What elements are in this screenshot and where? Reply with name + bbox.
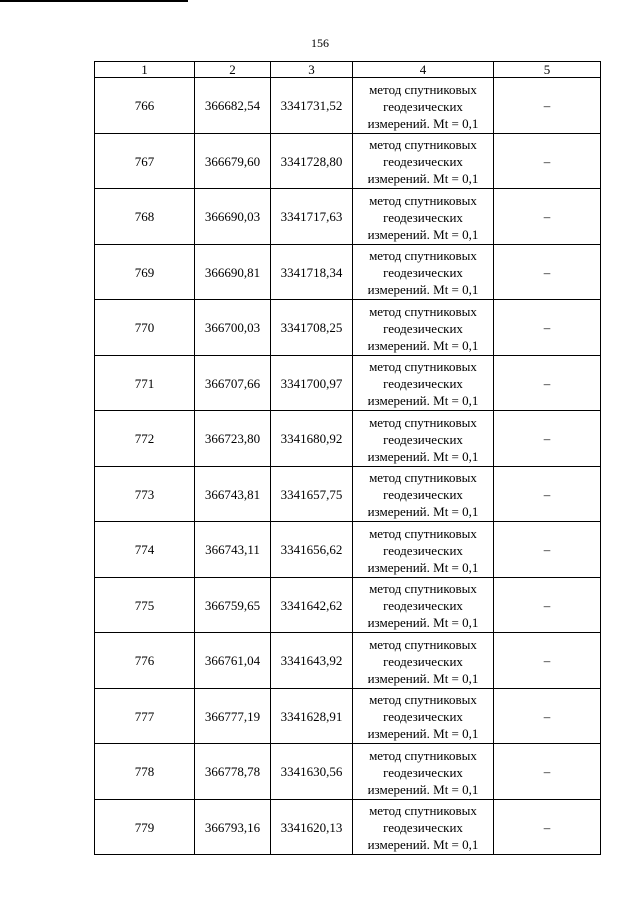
table-row xyxy=(95,189,601,245)
method-cell: метод спутниковых геодезических измерений. Mt = 0,1 xyxy=(353,411,494,467)
x-coordinate-cell: 366777,19 xyxy=(195,688,271,744)
method-cell: метод спутниковых геодезических измерений. Mt = 0,1 xyxy=(353,577,494,633)
y-coordinate-cell: 3341643,92 xyxy=(271,633,353,689)
y-coordinate-cell: 3341628,91 xyxy=(271,688,353,744)
method-cell: метод спутниковых геодезических измерений. Mt = 0,1 xyxy=(353,189,494,245)
y-coordinate-cell: 3341731,52 xyxy=(271,78,353,134)
point-number-cell: 775 xyxy=(95,577,195,633)
y-coordinate-cell: 3341708,25 xyxy=(271,300,353,356)
point-number-cell: 774 xyxy=(95,522,195,578)
y-coordinate-cell: 3341642,62 xyxy=(271,577,353,633)
method-cell: метод спутниковых геодезических измерений. Mt = 0,1 xyxy=(353,300,494,356)
table-row xyxy=(95,133,601,189)
column-header-3: 3 xyxy=(271,62,353,78)
point-number-cell: 772 xyxy=(95,411,195,467)
x-coordinate-cell: 366682,54 xyxy=(195,78,271,134)
x-coordinate-cell: 366759,65 xyxy=(195,577,271,633)
method-cell: метод спутниковых геодезических измерений. Mt = 0,1 xyxy=(353,633,494,689)
y-coordinate-cell: 3341700,97 xyxy=(271,355,353,411)
column5-cell: – xyxy=(494,577,601,633)
method-cell: метод спутниковых геодезических измерений. Mt = 0,1 xyxy=(353,799,494,855)
column5-cell: – xyxy=(494,633,601,689)
table-row xyxy=(95,466,601,522)
table-row xyxy=(95,688,601,744)
point-number-cell: 773 xyxy=(95,466,195,522)
point-number-cell: 767 xyxy=(95,133,195,189)
point-number-cell: 769 xyxy=(95,244,195,300)
point-number-cell: 768 xyxy=(95,189,195,245)
column5-cell: – xyxy=(494,744,601,800)
y-coordinate-cell: 3341718,34 xyxy=(271,244,353,300)
y-coordinate-cell: 3341680,92 xyxy=(271,411,353,467)
table-row xyxy=(95,244,601,300)
x-coordinate-cell: 366743,81 xyxy=(195,466,271,522)
table-row xyxy=(95,799,601,855)
table-row xyxy=(95,522,601,578)
x-coordinate-cell: 366690,03 xyxy=(195,189,271,245)
y-coordinate-cell: 3341656,62 xyxy=(271,522,353,578)
column5-cell: – xyxy=(494,411,601,467)
point-number-cell: 766 xyxy=(95,78,195,134)
method-cell: метод спутниковых геодезических измерений. Mt = 0,1 xyxy=(353,522,494,578)
x-coordinate-cell: 366761,04 xyxy=(195,633,271,689)
y-coordinate-cell: 3341630,56 xyxy=(271,744,353,800)
x-coordinate-cell: 366793,16 xyxy=(195,799,271,855)
point-number-cell: 778 xyxy=(95,744,195,800)
x-coordinate-cell: 366723,80 xyxy=(195,411,271,467)
point-number-cell: 771 xyxy=(95,355,195,411)
column5-cell: – xyxy=(494,466,601,522)
column-header-2: 2 xyxy=(195,62,271,78)
column-header-1: 1 xyxy=(95,62,195,78)
table-row xyxy=(95,577,601,633)
method-cell: метод спутниковых геодезических измерений. Mt = 0,1 xyxy=(353,355,494,411)
table-header-row xyxy=(95,62,601,78)
table-row xyxy=(95,355,601,411)
method-cell: метод спутниковых геодезических измерений. Mt = 0,1 xyxy=(353,466,494,522)
method-cell: метод спутниковых геодезических измерений. Mt = 0,1 xyxy=(353,688,494,744)
coordinates-table xyxy=(94,61,601,855)
column5-cell: – xyxy=(494,133,601,189)
table-row xyxy=(95,633,601,689)
x-coordinate-cell: 366679,60 xyxy=(195,133,271,189)
table-row xyxy=(95,411,601,467)
x-coordinate-cell: 366778,78 xyxy=(195,744,271,800)
column5-cell: – xyxy=(494,300,601,356)
page-number: 156 xyxy=(311,36,329,50)
x-coordinate-cell: 366743,11 xyxy=(195,522,271,578)
method-cell: метод спутниковых геодезических измерений. Mt = 0,1 xyxy=(353,133,494,189)
column5-cell: – xyxy=(494,244,601,300)
y-coordinate-cell: 3341717,63 xyxy=(271,189,353,245)
y-coordinate-cell: 3341620,13 xyxy=(271,799,353,855)
table-row xyxy=(95,744,601,800)
point-number-cell: 770 xyxy=(95,300,195,356)
x-coordinate-cell: 366700,03 xyxy=(195,300,271,356)
column-header-5: 5 xyxy=(494,62,601,78)
point-number-cell: 776 xyxy=(95,633,195,689)
method-cell: метод спутниковых геодезических измерений. Mt = 0,1 xyxy=(353,78,494,134)
column5-cell: – xyxy=(494,522,601,578)
column5-cell: – xyxy=(494,355,601,411)
column-header-4: 4 xyxy=(353,62,494,78)
table-row xyxy=(95,78,601,134)
table-body xyxy=(95,78,601,855)
method-cell: метод спутниковых геодезических измерений. Mt = 0,1 xyxy=(353,244,494,300)
method-cell: метод спутниковых геодезических измерений. Mt = 0,1 xyxy=(353,744,494,800)
x-coordinate-cell: 366707,66 xyxy=(195,355,271,411)
top-rule xyxy=(0,0,188,2)
point-number-cell: 779 xyxy=(95,799,195,855)
point-number-cell: 777 xyxy=(95,688,195,744)
column5-cell: – xyxy=(494,799,601,855)
y-coordinate-cell: 3341657,75 xyxy=(271,466,353,522)
column5-cell: – xyxy=(494,78,601,134)
column5-cell: – xyxy=(494,688,601,744)
table-row xyxy=(95,300,601,356)
column5-cell: – xyxy=(494,189,601,245)
x-coordinate-cell: 366690,81 xyxy=(195,244,271,300)
y-coordinate-cell: 3341728,80 xyxy=(271,133,353,189)
